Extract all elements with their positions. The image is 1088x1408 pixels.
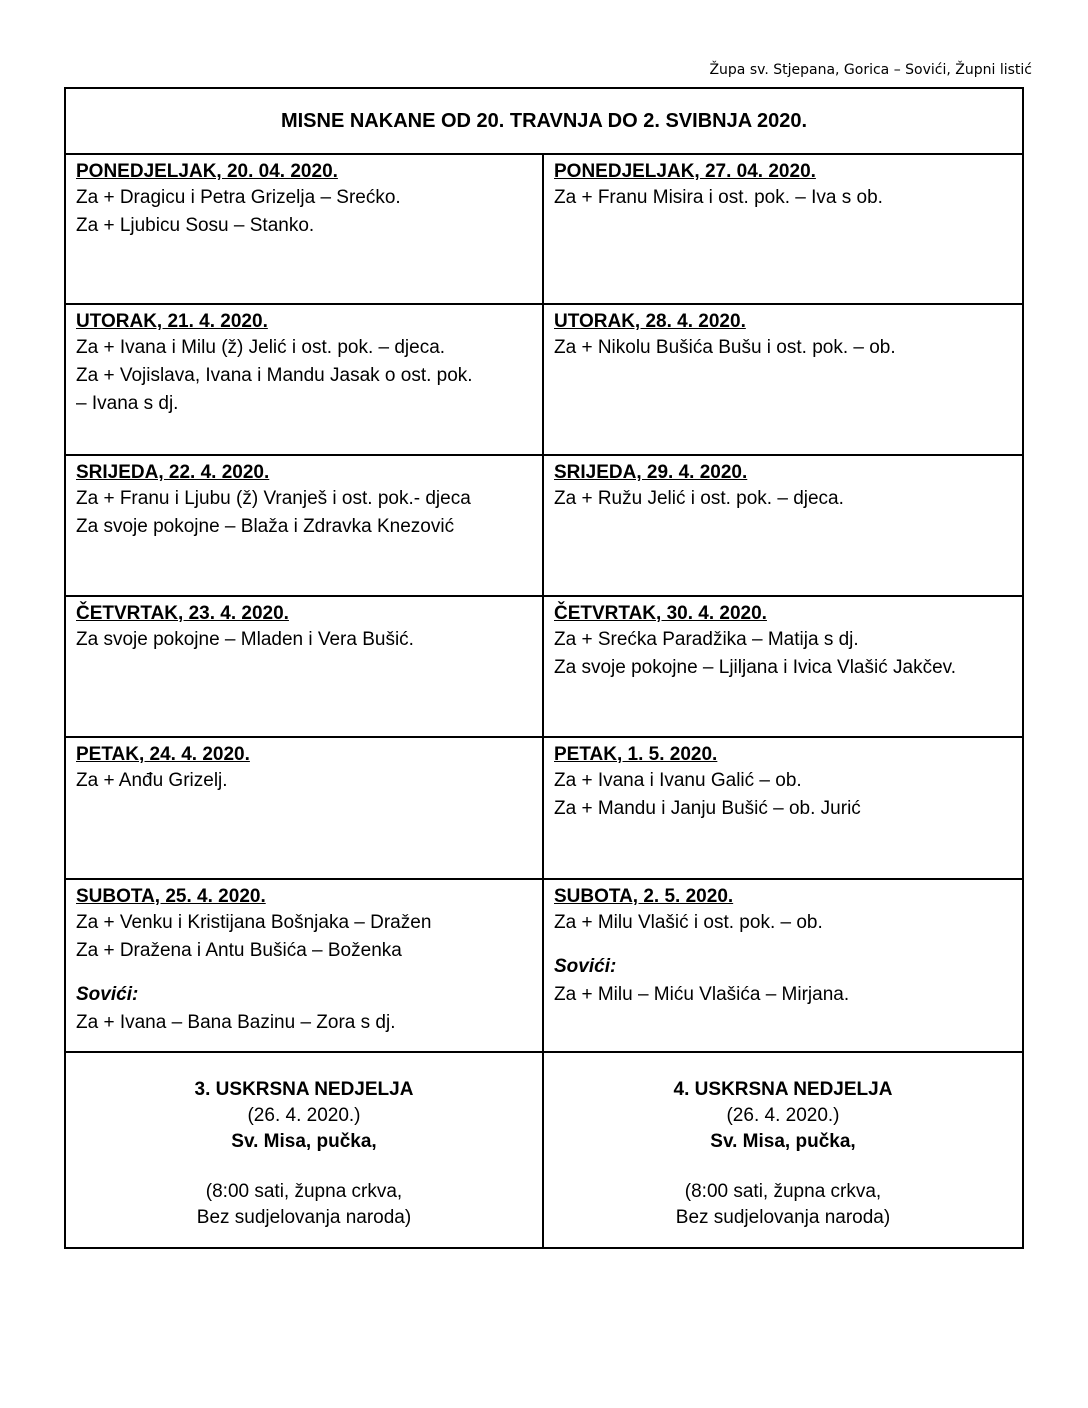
- intention-line: Za + Dražena i Antu Bušića – Boženka: [76, 940, 402, 961]
- day-heading: UTORAK, 28. 4. 2020.: [554, 311, 746, 332]
- mass-note: Bez sudjelovanja naroda): [196, 1207, 412, 1228]
- location-label: Sovići:: [76, 984, 139, 1005]
- day-row-monday: [65, 154, 1023, 304]
- mass-note: Bez sudjelovanja naroda): [675, 1207, 891, 1228]
- intention-line: Za + Milu – Miću Vlašića – Mirjana.: [554, 984, 850, 1005]
- intention-line: Za + Srećka Paradžika – Matija s dj.: [554, 629, 859, 650]
- sunday-cell-week1: [65, 1052, 543, 1248]
- intention-line: Za + Ružu Jelić i ost. pok. – djeca.: [554, 488, 844, 509]
- intention-line: Za + Milu Vlašić i ost. pok. – ob.: [554, 912, 823, 933]
- day-heading: SUBOTA, 25. 4. 2020.: [76, 886, 266, 907]
- intention-line: Za svoje pokojne – Mladen i Vera Bušić.: [76, 629, 414, 650]
- day-row-saturday: [65, 879, 1023, 1052]
- day-heading: SRIJEDA, 22. 4. 2020.: [76, 462, 270, 483]
- day-heading: ČETVRTAK, 23. 4. 2020.: [76, 603, 289, 624]
- intention-line: Za + Mandu i Janju Bušić – ob. Jurić: [554, 798, 861, 819]
- parish-header-note: Župa sv. Stjepana, Gorica – Sovići, Župni listić: [709, 62, 1032, 78]
- mass-time-place: (8:00 sati, župna crkva,: [684, 1181, 882, 1202]
- intention-line: Za svoje pokojne – Ljiljana i Ivica Vlašić Jakčev.: [554, 657, 957, 678]
- intention-line: Za svoje pokojne – Blaža i Zdravka Knezović: [76, 516, 455, 537]
- mass-label: Sv. Misa, pučka,: [710, 1131, 856, 1152]
- spacer: [544, 1155, 1022, 1179]
- day-cell-monday-week2: [543, 154, 1023, 304]
- day-cell-wednesday-week1: [65, 455, 543, 596]
- day-cell-thursday-week1: [65, 596, 543, 737]
- day-heading: UTORAK, 21. 4. 2020.: [76, 311, 268, 332]
- day-cell-friday-week1: [65, 737, 543, 879]
- day-cell-tuesday-week1: [65, 304, 543, 455]
- day-heading: SUBOTA, 2. 5. 2020.: [554, 886, 734, 907]
- day-heading: PONEDJELJAK, 20. 04. 2020.: [76, 161, 338, 182]
- day-row-tuesday: [65, 304, 1023, 455]
- document-title: MISNE NAKANE OD 20. TRAVNJA DO 2. SVIBNJA 2020.: [65, 88, 1023, 154]
- intention-line: Za + Ivana i Milu (ž) Jelić i ost. pok. – djeca.: [76, 337, 446, 358]
- day-heading: PETAK, 1. 5. 2020.: [554, 744, 718, 765]
- sunday-title: 4. USKRSNA NEDJELJA: [673, 1079, 893, 1100]
- day-row-friday: [65, 737, 1023, 879]
- sunday-date: (26. 4. 2020.): [247, 1105, 361, 1126]
- day-cell-monday-week1: [65, 154, 543, 304]
- intention-line: Za + Franu i Ljubu (ž) Vranješ i ost. pok.- djeca: [76, 488, 471, 509]
- day-cell-saturday-week1: [65, 879, 543, 1052]
- intention-line: Za + Ivana – Bana Bazinu – Zora s dj.: [76, 1012, 396, 1033]
- day-row-wednesday: [65, 455, 1023, 596]
- intention-line: Za + Anđu Grizelj.: [76, 770, 228, 791]
- sunday-row: [65, 1052, 1023, 1248]
- intention-line: – Ivana s dj.: [76, 393, 179, 414]
- day-cell-wednesday-week2: [543, 455, 1023, 596]
- intention-line: Za + Nikolu Bušića Bušu i ost. pok. – ob.: [554, 337, 896, 358]
- spacer: [66, 1155, 542, 1179]
- day-heading: ČETVRTAK, 30. 4. 2020.: [554, 603, 767, 624]
- sunday-date: (26. 4. 2020.): [726, 1105, 840, 1126]
- day-cell-thursday-week2: [543, 596, 1023, 737]
- intention-line: Za + Dragicu i Petra Grizelja – Srećko.: [76, 187, 401, 208]
- day-cell-saturday-week2: [543, 879, 1023, 1052]
- mass-label: Sv. Misa, pučka,: [231, 1131, 377, 1152]
- mass-time-place: (8:00 sati, župna crkva,: [205, 1181, 403, 1202]
- day-heading: SRIJEDA, 29. 4. 2020.: [554, 462, 748, 483]
- sunday-title: 3. USKRSNA NEDJELJA: [194, 1079, 414, 1100]
- day-cell-friday-week2: [543, 737, 1023, 879]
- mass-intentions-table: [64, 87, 1024, 1249]
- day-heading: PONEDJELJAK, 27. 04. 2020.: [554, 161, 816, 182]
- location-label: Sovići:: [554, 956, 617, 977]
- intention-line: Za + Ivana i Ivanu Galić – ob.: [554, 770, 802, 791]
- intention-line: Za + Venku i Kristijana Bošnjaka – Dražen: [76, 912, 432, 933]
- day-heading: PETAK, 24. 4. 2020.: [76, 744, 250, 765]
- intention-line: Za + Vojislava, Ivana i Mandu Jasak o ost. pok.: [76, 365, 473, 386]
- day-row-thursday: [65, 596, 1023, 737]
- day-cell-tuesday-week2: [543, 304, 1023, 455]
- intention-line: Za + Ljubicu Sosu – Stanko.: [76, 215, 315, 236]
- intention-line: Za + Franu Misira i ost. pok. – Iva s ob.: [554, 187, 883, 208]
- sunday-cell-week2: [543, 1052, 1023, 1248]
